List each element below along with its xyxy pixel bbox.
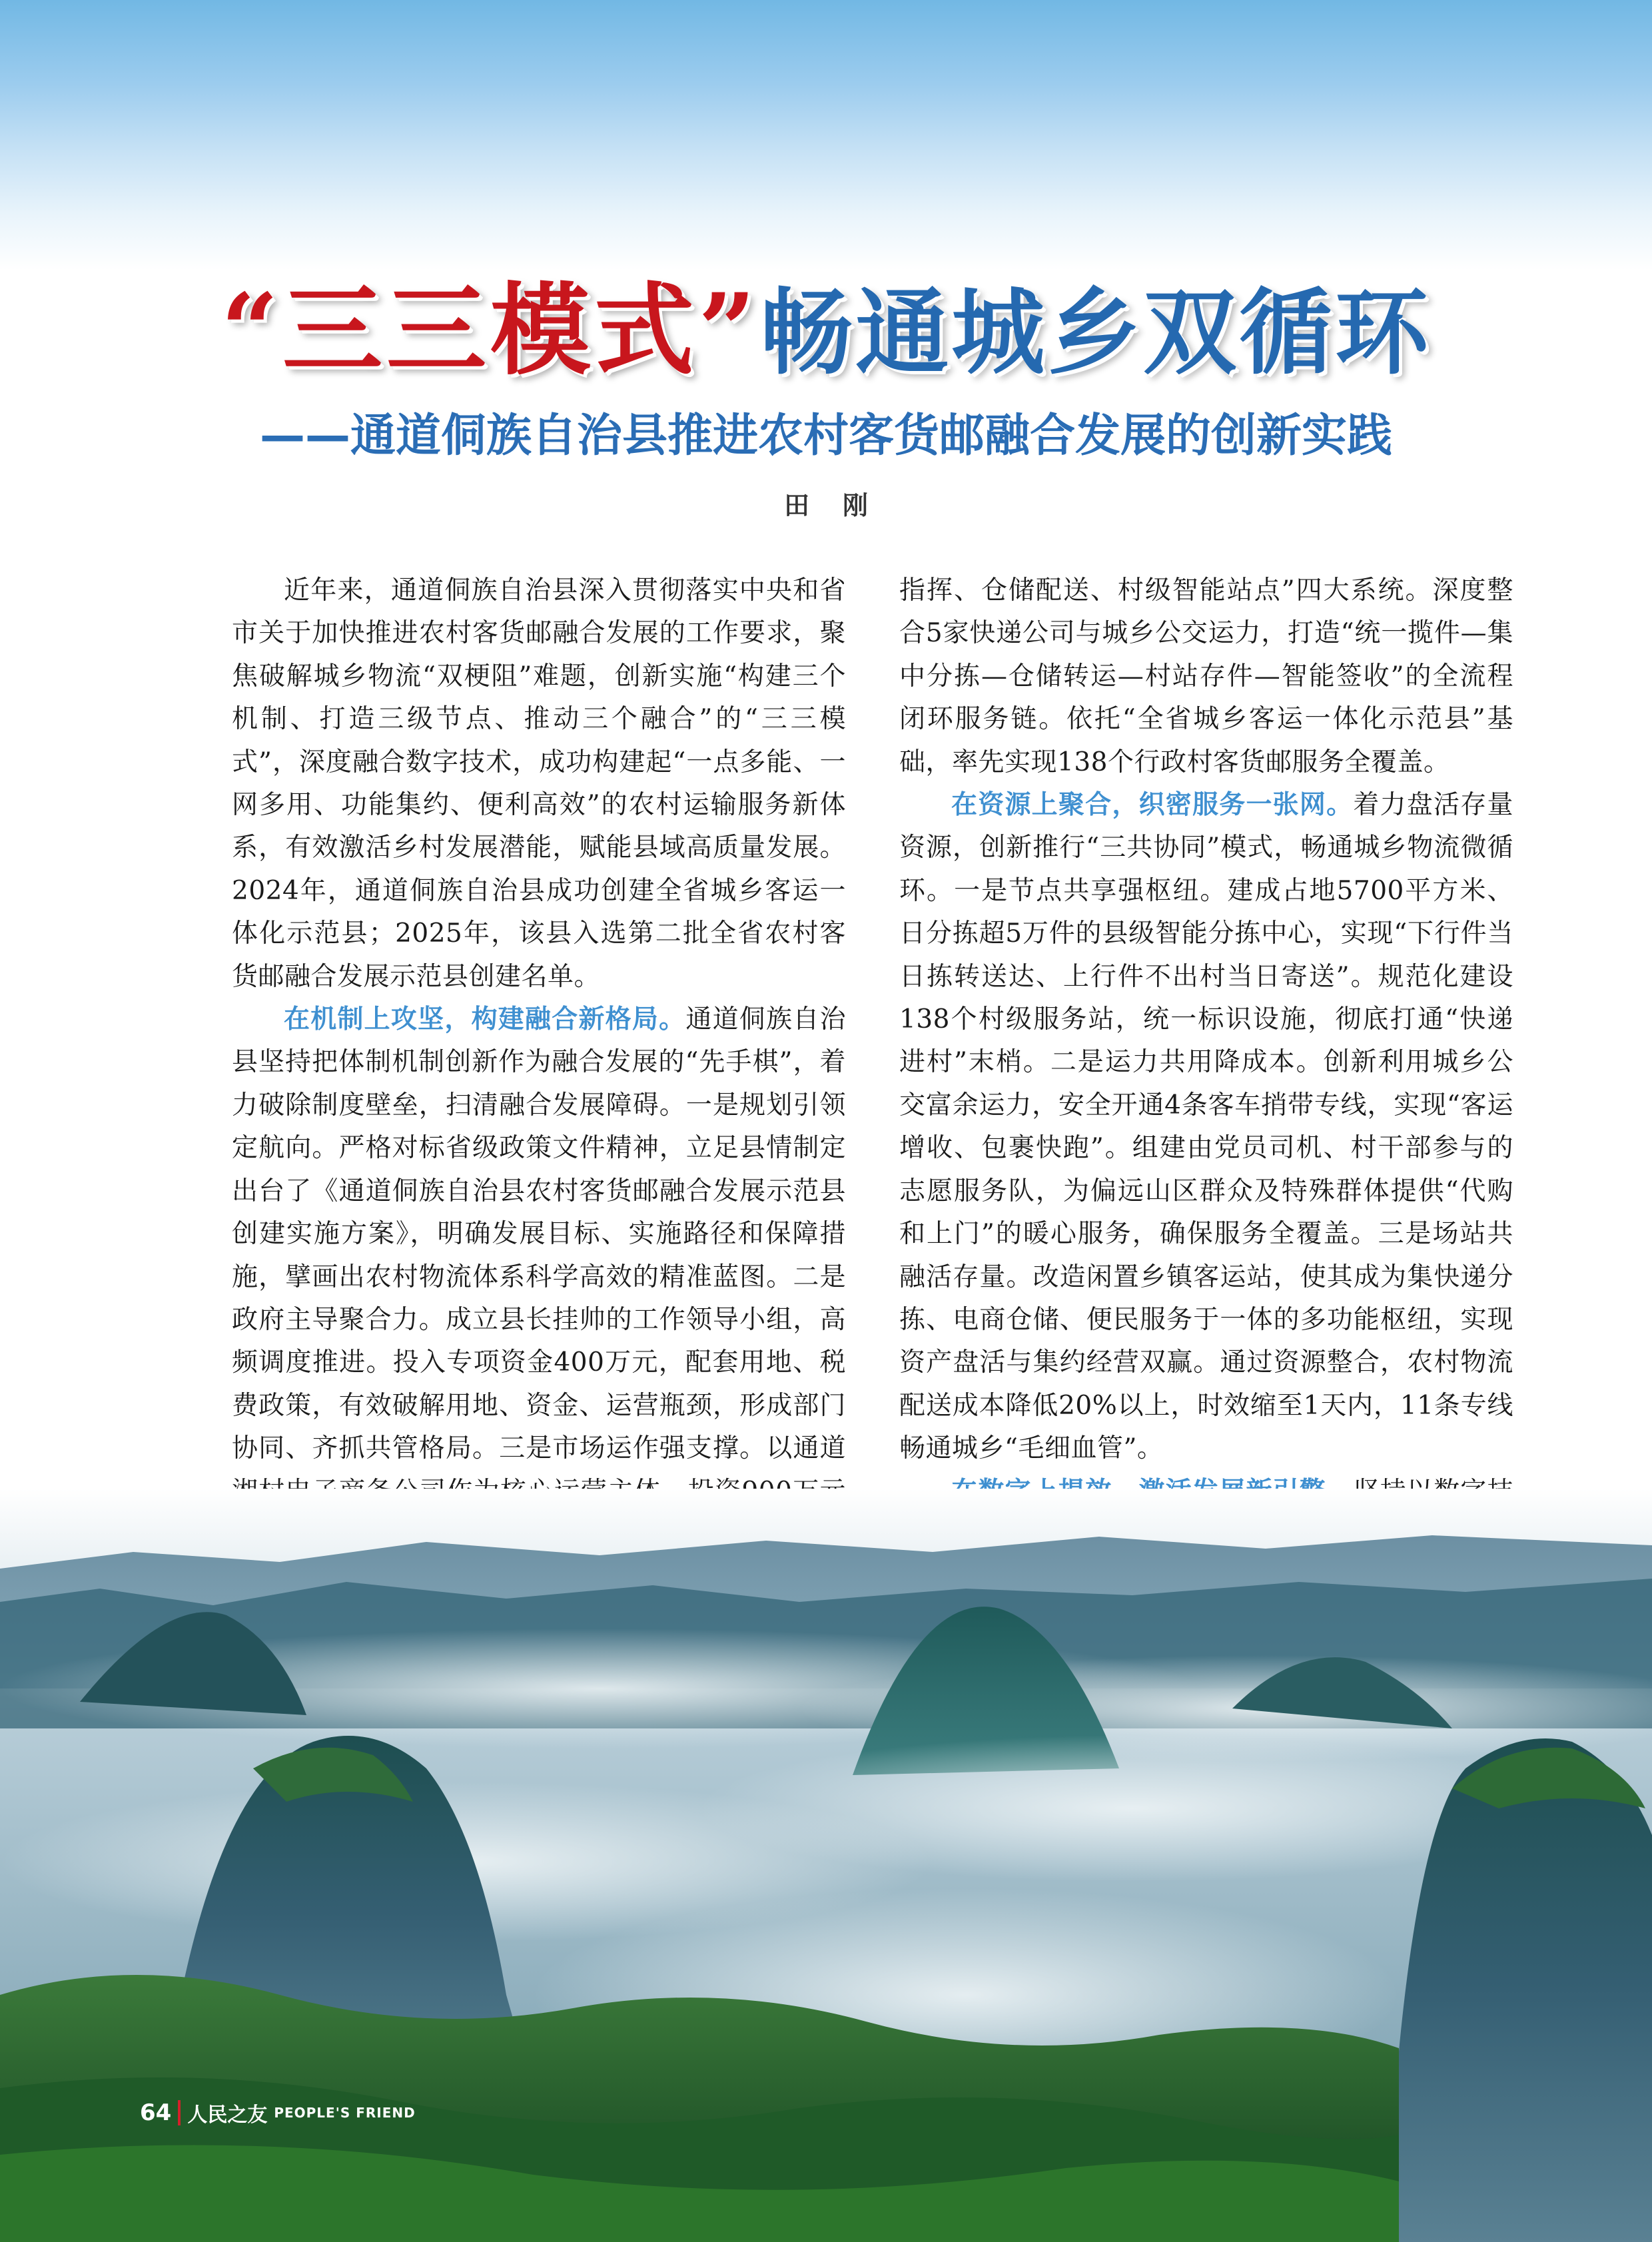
section-2-paragraph bbox=[899, 784, 1513, 1471]
section-1-paragraph bbox=[232, 998, 846, 1556]
footer-divider bbox=[178, 2100, 181, 2125]
section-2-heading: 在资源上聚合，织密服务一张网。 bbox=[951, 790, 1354, 821]
author-byline: 田刚 bbox=[783, 491, 901, 520]
section-1-continuation: 指挥、仓储配送、村级智能站点”四大系统。深度整合5家快递公司与城乡公交运力，打造“统一揽件—集中分拣—仓储转运—村站存件—智能签收”的全流程闭环服务链。依托“全省城乡客运一体化示范县”基础，率先实现138个行政村客货邮服务全覆盖。 bbox=[899, 575, 1513, 777]
text-column-right bbox=[899, 569, 1513, 1502]
magazine-name-cn: 人民之友 bbox=[187, 2103, 268, 2127]
text-column-left bbox=[232, 569, 846, 1502]
page-number: 64 bbox=[140, 2099, 172, 2126]
magazine-name-en: PEOPLE'S FRIEND bbox=[274, 2105, 416, 2121]
article-subtitle: ——通道侗族自治县推进农村客货邮融合发展的创新实践 bbox=[259, 410, 1392, 462]
article-title bbox=[0, 250, 1652, 394]
mountain-landscape-photo bbox=[0, 1489, 1652, 2242]
page-footer bbox=[140, 2098, 416, 2127]
section-1-heading: 在机制上攻坚，构建融合新格局。 bbox=[284, 1004, 686, 1035]
section-1-text: 通道侗族自治县坚持把体制机制创新作为融合发展的“先手棋”，着力破除制度壁垒，扫清融合发展障碍。一是规划引领定航向。严格对标省级政策文件精神，立足县情制定出台了《通道侗族自治县农村客货邮融合发展示范县创建实施方案》，明确发展目标、实施路径和保障措施，擘画出农村物流体系科学高效的精准蓝图。二是政府主导聚合力。成立县长挂帅的工作领导小组，高频调度推进。投入专项资金400万元，配套用地、税费政策，有效破解用地、资金、运营瓶颈，形成部门协同、齐抓共管格局。三是市场运作强支撑。以通道 bbox=[232, 1004, 846, 1464]
section-2-text: 着力盘活存量资源，创新推行“三共协同”模式，畅通城乡物流微循环。一是节点共享强枢纽。建成占地5700平方米、日分拣超5万件的县级智能分拣中心，实现“下行件当日拣转送达、上行件不出村当日寄送”。规范化建设138个村级服务站，统一标识设施，彻底打通“快递进村”末梢。二是运力共用降成本。创新利用城乡公交富余运力，安全开通4条客车捎带专线，实现“客运增收、包裹快跑”。组建由党员司机、村干部参与的志愿服务队，为偏远山区群众及特殊群体提供“代购和上门”的暖心服务，确保服务全覆盖。三是场站共融活存量。改造闲置乡镇客运站，使其成为集快递分拣、电商仓储、便民服务于一体的多功能枢纽，实现资产盘活与集约经营双赢。通过资源整合，农村物流配送成本降低20%以上，时效缩至1天内，11条专线畅通城乡“毛细血管”。 bbox=[899, 790, 1513, 1464]
intro-paragraph: 近年来，通道侗族自治县深入贯彻落实中央和省市关于加快推进农村客货邮融合发展的工作要求，聚焦破解城乡物流“双梗阻”难题，创新实施“构建三个机制、打造三级节点、推动三个融合”的“三三模式”，深度融合数字技术，成功构建起“一点多能、一网多用、功能集约、便利高效”的农村运输服务新体系，有效激活乡村发展潜能，赋能县域高质量发展。2024年，通道侗族自治县成功创建全省城乡客运一体化示范县；2025年，该县入选第二批全省农村客货邮融合发展示范县创建名单。 bbox=[232, 575, 846, 992]
title-quoted-part: “三三模式” bbox=[220, 272, 760, 389]
sky-gradient-header bbox=[0, 0, 1652, 466]
title-main-part: 畅通城乡双循环 bbox=[759, 279, 1432, 388]
